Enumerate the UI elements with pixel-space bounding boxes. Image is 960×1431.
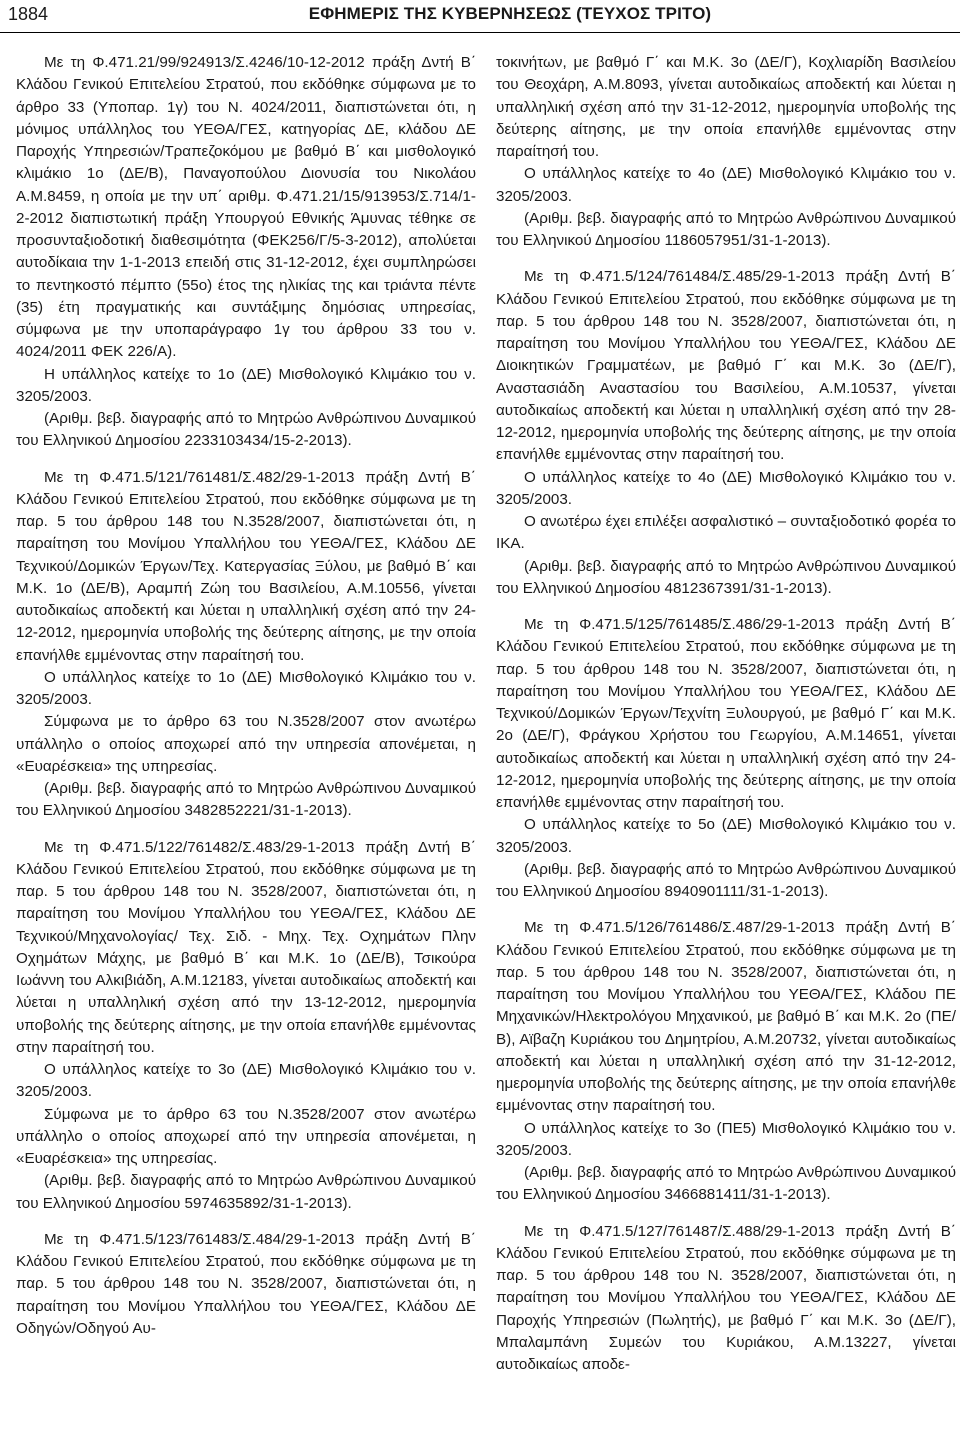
paragraph: Με τη Φ.471.5/125/761485/Σ.486/29-1-2013 πράξη Δντή Β΄ Κλάδου Γενικού Επιτελείου Στρατού, που εκδόθηκε σύμφωνα με τη παρ. 5 του άρθρου 148 του Ν. 3528/2007, διαπιστώνεται ότι, η παραίτηση του Μονίμου Υπαλλήλου του ΥΕΘΑ/ΓΕΣ, Κλάδου ΔΕ Τεχνικού/Δομικών Έργων/Τεχνίτη Ξυλουργού, με βαθμό Γ΄ και Μ.Κ. 2ο (ΔΕ/Γ), Φράγκου Χρήστου του Γεωργίου, Α.Μ.14651, γίνεται αυτοδικαίως αποδεκτή και λύεται η υπαλληλική σχέση από την 24-12-2012, ημερομηνία υποβολής της δεύτερης αίτησης, με την οποία επανήλθε εμμένοντας στην παραίτησή του.	[496, 616, 956, 811]
paragraph: Με τη Φ.471.5/121/761481/Σ.482/29-1-2013 πράξη Δντή Β΄ Κλάδου Γενικού Επιτελείου Στρατού, που εκδόθηκε σύμφωνα με τη παρ. 5 του άρθρου 148 του Ν.3528/2007, διαπιστώνεται ότι, η παραίτηση του Μονίμου Υπαλλήλου του ΥΕΘΑ/ΓΕΣ, Κλάδου ΔΕ Τεχνικού/Δομικών Έργων/Τεχ. Κατεργασίας Ξύλου, με βαθμό Β΄ και Μ.Κ. 1ο (ΔΕ/Β), Αραμπή Ζώη του Βασιλείου, Α.Μ.10556, γίνεται αυτοδικαίως αποδεκτή και λύεται η υπαλληλική σχέση από την 24-12-2012, ημερομηνία υποβολής της δεύτερης αίτησης, με την οποία επανήλθε εμμένοντας στην παραίτησή του.	[16, 468, 476, 664]
paragraph: (Αριθμ. βεβ. διαγραφής από το Μητρώο Ανθρώπινου Δυναμικού του Ελληνικού Δημοσίου 1186057951/31-1-2013).	[496, 209, 956, 249]
header-rule	[0, 32, 960, 33]
paragraph: Με τη Φ.471.5/123/761483/Σ.484/29-1-2013 πράξη Δντή Β΄ Κλάδου Γενικού Επιτελείου Στρατού, που εκδόθηκε σύμφωνα με τη παρ. 5 του άρθρου 148 του Ν. 3528/2007, διαπιστώνεται ότι, η παραίτηση του Μονίμου Υπαλλήλου του ΥΕΘΑ/ΓΕΣ, Κλάδου ΔΕ Οδηγών/Οδηγού Αυ-	[16, 1230, 476, 1337]
left-column	[16, 52, 476, 1340]
paragraph: (Αριθμ. βεβ. διαγραφής από το Μητρώο Ανθρώπινου Δυναμικού του Ελληνικού Δημοσίου 3482852221/31-1-2013).	[16, 780, 476, 820]
paragraph: Με τη Φ.471.5/124/761484/Σ.485/29-1-2013 πράξη Δντή Β΄ Κλάδου Γενικού Επιτελείου Στρατού, που εκδόθηκε σύμφωνα με τη παρ. 5 του άρθρου 148 του Ν. 3528/2007, διαπιστώνεται ότι, η παραίτηση του Μονίμου Υπαλλήλου του ΥΕΘΑ/ΓΕΣ, Κλάδου ΔΕ Διοικητικών Γραμματέων, με βαθμό Γ΄ και Μ.Κ. 3ο (ΔΕ/Γ), Αναστασιάδη Αναστασίου του Βασιλείου, Α.Μ.10537, γίνεται αυτοδικαίως αποδεκτή και λύεται η υπαλληλική σχέση από την 28-12-2012, ημερομηνία υποβολής της δεύτερης αίτησης, με την οποία επανήλθε εμμένοντας στην παραίτησή του.	[496, 268, 956, 464]
paragraph: Ο υπάλληλος κατείχε το 3ο (ΠΕ5) Μισθολογικό Κλιμάκιο του ν. 3205/2003.	[496, 1119, 956, 1159]
paragraph: (Αριθμ. βεβ. διαγραφής από το Μητρώο Ανθρώπινου Δυναμικού του Ελληνικού Δημοσίου 5974635892/31-1-2013).	[16, 1172, 476, 1212]
page-number: 1884	[8, 4, 49, 24]
paragraph: Με τη Φ.471.5/127/761487/Σ.488/29-1-2013 πράξη Δντή Β΄ Κλάδου Γενικού Επιτελείου Στρατού, που εκδόθηκε σύμφωνα με τη παρ. 5 του άρθρου 148 του Ν. 3528/2007, διαπιστώνεται ότι, η παραίτηση του Μονίμου Υπαλλήλου του ΥΕΘΑ/ΓΕΣ, Κλάδου ΔΕ Παροχής Υπηρεσιών (Πωλητής), με βαθμό Γ΄ και Μ.Κ. 3ο (ΔΕ/Γ), Μπαλαμπάνη Συμεών του Κυριάκου, Α.Μ.13227, γίνεται αυτοδικαίως αποδε-	[496, 1222, 956, 1373]
paragraph: Ο υπάλληλος κατείχε το 4ο (ΔΕ) Μισθολογικό Κλιμάκιο του ν. 3205/2003.	[496, 165, 956, 205]
paragraph: (Αριθμ. βεβ. διαγραφής από το Μητρώο Ανθρώπινου Δυναμικού του Ελληνικού Δημοσίου 8940901111/31-1-2013).	[496, 860, 956, 900]
paragraph: Ο υπάλληλος κατείχε το 4ο (ΔΕ) Μισθολογικό Κλιμάκιο του ν. 3205/2003.	[496, 468, 956, 508]
right-column	[496, 52, 956, 1376]
paragraph: Ο υπάλληλος κατείχε το 5ο (ΔΕ) Μισθολογικό Κλιμάκιο του ν. 3205/2003.	[496, 816, 956, 856]
paragraph: Ο ανωτέρω έχει επιλέξει ασφαλιστικό – συνταξιοδοτικό φορέα το ΙΚΑ.	[496, 513, 956, 553]
paragraph: Η υπάλληλος κατείχε το 1ο (ΔΕ) Μισθολογικό Κλιμάκιο του ν. 3205/2003.	[16, 365, 476, 405]
paragraph: Ο υπάλληλος κατείχε το 1ο (ΔΕ) Μισθολογικό Κλιμάκιο του ν. 3205/2003.	[16, 668, 476, 708]
page-header	[0, 0, 960, 34]
paragraph: Με τη Φ.471.5/122/761482/Σ.483/29-1-2013 πράξη Δντή Β΄ Κλάδου Γενικού Επιτελείου Στρατού, που εκδόθηκε σύμφωνα με τη παρ. 5 του άρθρου 148 του Ν. 3528/2007, διαπιστώνεται ότι, η παραίτηση του Μονίμου Υπαλλήλου του ΥΕΘΑ/ΓΕΣ, Κλάδου ΔΕ Τεχνικού/Μηχανολογίας/ Τεχ. Σιδ. - Μηχ. Τεχ. Οχημάτων Πλην Οχημάτων Μάχης, με βαθμό Β΄ και Μ.Κ. 1ο (ΔΕ/Β), Τσικούρα Ιωάννη του Αλκιβιάδη, Α.Μ.12183, γίνεται αυτοδικαίως αποδεκτή και λύεται η υπαλληλική σχέση από την 13-12-2012, ημερομηνία υποβολής της δεύτερης αίτησης, με την οποία επανήλθε εμμένοντας στην παραίτησή του.	[16, 838, 476, 1056]
paragraph: (Αριθμ. βεβ. διαγραφής από το Μητρώο Ανθρώπινου Δυναμικού του Ελληνικού Δημοσίου 3466881411/31-1-2013).	[496, 1164, 956, 1204]
paragraph: Σύμφωνα με το άρθρο 63 του Ν.3528/2007 στον ανωτέρω υπάλληλο ο οποίος αποχωρεί από την υπηρεσία απονέμεται, η «Ευαρέσκεια» της υπηρεσίας.	[16, 1105, 476, 1167]
paragraph: τοκινήτων, με βαθμό Γ΄ και Μ.Κ. 3ο (ΔΕ/Γ), Κοχλιαρίδη Βασιλείου του Θεοχάρη, Α.Μ.8093, γίνεται αυτοδικαίως αποδεκτή και λύεται η υπαλληλική σχέση από την 31-12-2012, ημερομηνία υποβολής της δεύτερης αίτησης, με την οποία επανήλθε εμμένοντας στην παραίτησή του.	[496, 54, 956, 160]
page-title: ΕΦΗΜΕΡΙΣ ΤΗΣ ΚΥΒΕΡΝΗΣΕΩΣ (ΤΕΥΧΟΣ ΤΡΙΤΟ)	[308, 4, 712, 23]
paragraph: Με τη Φ.471.21/99/924913/Σ.4246/10-12-2012 πράξη Δντή Β΄ Κλάδου Γενικού Επιτελείου Στρατού, που εκδόθηκε σύμφωνα με το άρθρο 33 (Υποπαρ. 1γ) του Ν. 4024/2011, διαπιστώνεται ότι, η μόνιμος υπάλληλος του ΥΕΘΑ/ΓΕΣ, κατηγορίας ΔΕ, κλάδου ΔΕ Παροχής Υπηρεσιών/Τραπεζοκόμου με βαθμό Β΄ και μισθολογικό κλιμάκιο 1ο (ΔΕ/Β), Παναγοπούλου Διονυσία του Νικολάου Α.Μ.8459, η οποία με την υπ΄ αριθμ. Φ.471.21/15/913953/Σ.714/1-2-2012 διαπιστωτική πράξη Υπουργού Εθνικής Άμυνας τέθηκε σε προσυνταξιοδοτική διαθεσιμότητα (ΦΕΚ256/Γ/5-3-2012), απολύεται αυτοδίκαια την 1-1-2013 επειδή στις 31-12-2012, έχει συμπληρώσει το πεντηκοστό πέμπτο (55ο) έτος της ηλικίας της και τριάντα πέντε (35) έτη πραγματικής και συντάξιμης δημόσιας υπηρεσίας, σύμφωνα με την υποπαράγραφο 1γ του άρθρου 33 του ν. 4024/2011 ΦΕΚ 226/Α).	[16, 54, 476, 361]
paragraph: (Αριθμ. βεβ. διαγραφής από το Μητρώο Ανθρώπινου Δυναμικού του Ελληνικού Δημοσίου 4812367391/31-1-2013).	[496, 557, 956, 597]
paragraph: (Αριθμ. βεβ. διαγραφής από το Μητρώο Ανθρώπινου Δυναμικού του Ελληνικού Δημοσίου 2233103434/15-2-2013).	[16, 410, 476, 450]
paragraph: Σύμφωνα με το άρθρο 63 του Ν.3528/2007 στον ανωτέρω υπάλληλο ο οποίος αποχωρεί από την υπηρεσία απονέμεται, η «Ευαρέσκεια» της υπηρεσίας.	[16, 713, 476, 775]
paragraph: Ο υπάλληλος κατείχε το 3ο (ΔΕ) Μισθολογικό Κλιμάκιο του ν. 3205/2003.	[16, 1061, 476, 1101]
paragraph: Με τη Φ.471.5/126/761486/Σ.487/29-1-2013 πράξη Δντή Β΄ Κλάδου Γενικού Επιτελείου Στρατού, που εκδόθηκε σύμφωνα με τη παρ. 5 του άρθρου 148 του Ν. 3528/2007, διαπιστώνεται ότι, η παραίτηση του Μονίμου Υπαλλήλου του ΥΕΘΑ/ΓΕΣ, Κλάδου ΠΕ Μηχανικών/Ηλεκτρολόγου Μηχανικού, με βαθμό Β΄ και Μ.Κ. 2ο (ΠΕ/Β), Αϊβαζη Κυριάκου του Δημητρίου, Α.Μ.20732, γίνεται αυτοδικαίως αποδεκτή και λύεται η υπαλληλική σχέση από την 31-12-2012, ημερομηνία υποβολής της δεύτερης αίτησης, με την οποία επανήλθε εμμένοντας στην παραίτησή του.	[496, 919, 956, 1115]
